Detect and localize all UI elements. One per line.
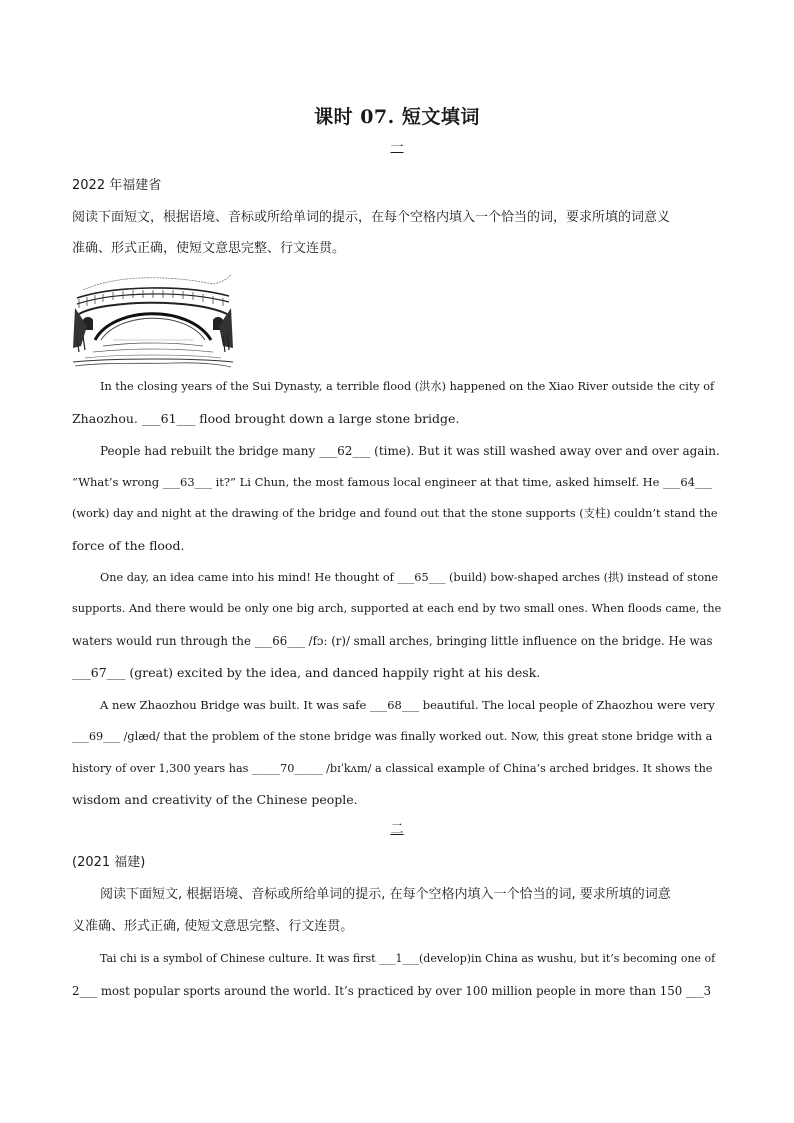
passage-2-line: 2___ most popular sports around the world. It’s practiced by over 100 million people in more than 150 ___3 <box>72 984 712 998</box>
section-1-instruction-line: 准确、形式正确，使短文意思完整、行文连贯。 <box>72 241 346 256</box>
passage-1-line: Zhaozhou. ___61___ flood brought down a large stone bridge. <box>72 411 460 426</box>
passage-1-line: In the closing years of the Sui Dynasty, a terrible flood (洪水) happened on the Xiao River outside the city of <box>100 380 715 393</box>
passage-1-line: wisdom and creativity of the Chinese people. <box>72 792 358 807</box>
section-1-source: 2022 年福建省 <box>72 178 162 193</box>
passage-1-line: ___67___ (great) excited by the idea, and danced happily right at his desk. <box>72 665 541 680</box>
passage-1-line: ___69___ /glæd/ that the problem of the stone bridge was finally worked out. Now, this great stone bridge with a <box>72 730 713 743</box>
passage-1-line: People had rebuilt the bridge many ___62___ (time). But it was still washed away over and over again. <box>100 444 720 458</box>
passage-1-line: history of over 1,300 years has _____70_____ /bɪˈkʌm/ a classical example of China’s arched bridges. It shows the <box>72 762 713 775</box>
passage-1-line: (work) day and night at the drawing of the bridge and found out that the stone supports (支柱) couldn’t stand the <box>72 507 718 520</box>
passage-1-line: “What’s wrong ___63___ it?” Li Chun, the most famous local engineer at that time, asked himself. He ___64___ <box>72 475 713 489</box>
passage-2-line: Tai chi is a symbol of Chinese culture. It was first ___1___(develop)in China as wushu, but it’s becoming one of <box>100 952 716 965</box>
passage-1-line: A new Zhaozhou Bridge was built. It was safe ___68___ beautiful. The local people of Zhaozhou were very <box>100 698 715 712</box>
passage-1-line: waters would run through the ___66___ /fɔː (r)/ small arches, bringing little influence on the bridge. He was <box>72 634 713 648</box>
zhaozhou-bridge-illustration <box>73 268 233 370</box>
passage-1-line: force of the flood. <box>72 538 185 553</box>
page-title: 课时 07. 短文填词 <box>314 106 480 128</box>
section-2-mark: 二 <box>390 822 404 837</box>
section-2-source: (2021 福建) <box>72 855 146 870</box>
section-2-instruction-line: 阅读下面短文, 根据语境、音标或所给单词的提示, 在每个空格内填入一个恰当的词, 要求所填的词意 <box>100 887 671 902</box>
section-2-instruction-line: 义准确、形式正确, 使短文意思完整、行文连贯。 <box>72 919 354 934</box>
passage-1-line: supports. And there would be only one big arch, supported at each end by two small ones. When floods came, the <box>72 602 722 615</box>
section-1-mark: 一 <box>390 140 404 155</box>
section-1-instruction-line: 阅读下面短文，根据语境、音标或所给单词的提示，在每个空格内填入一个恰当的词，要求所填的词意义 <box>72 210 671 225</box>
passage-1-line: One day, an idea came into his mind! He thought of ___65___ (build) bow-shaped arches (拱) instead of stone <box>100 571 719 584</box>
